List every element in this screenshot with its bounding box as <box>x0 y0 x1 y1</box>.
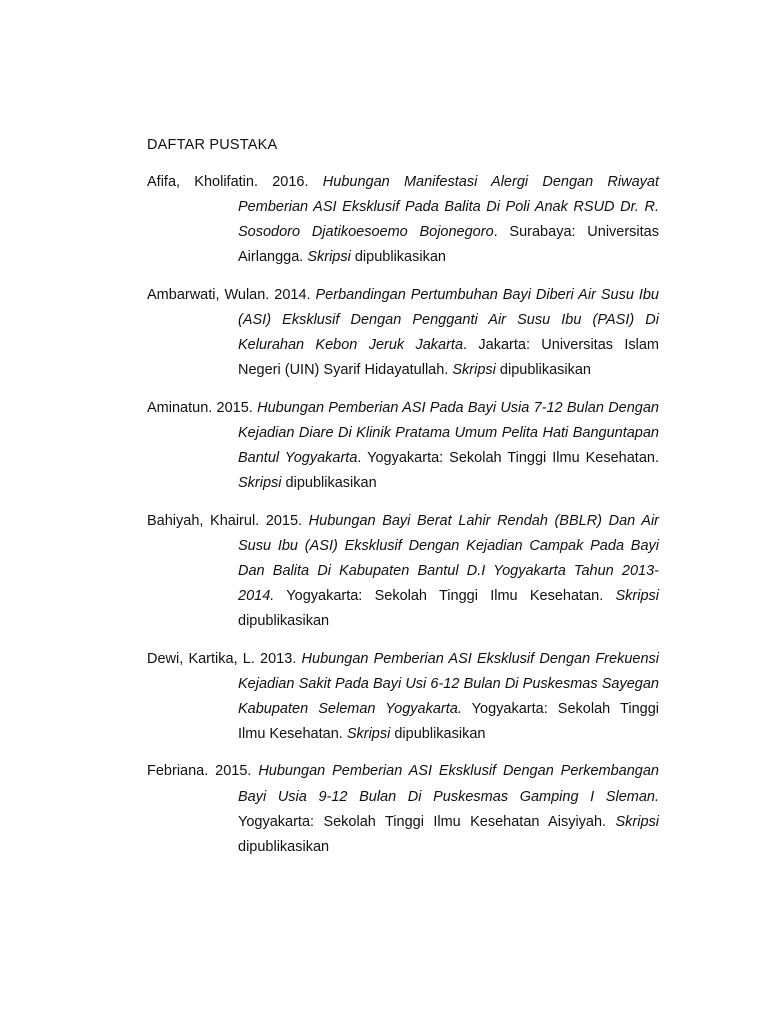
reference-publisher: Yogyakarta: Sekolah Tinggi Ilmu Kesehatan Aisyiyah. <box>238 813 616 830</box>
reference-status: dipublikasikan <box>238 613 330 629</box>
reference-entry <box>147 396 659 496</box>
page-title: DAFTAR PUSTAKA <box>147 137 278 153</box>
reference-type: Skripsi <box>615 813 659 830</box>
reference-type: Skripsi <box>307 249 351 266</box>
reference-entry <box>147 170 659 270</box>
reference-title: Hubungan Pemberian ASI Eksklusif Dengan Frekuensi Kejadian Sakit Pada Bayi Usi 6-12 Bulan Di Puskesmas Sayegan Kabupaten Seleman Yogyakarta. <box>238 650 659 717</box>
reference-status: dipublikasikan <box>281 475 377 492</box>
reference-status: dipublikasikan <box>495 362 591 379</box>
reference-title: Hubungan Manifestasi Alergi Dengan Riwayat Pemberian ASI Eksklusif Pada Balita Di Poli Anak RSUD Dr. R. Sosodoro Djatikoesoemo Bojonegoro <box>238 174 659 241</box>
reference-author-year: Bahiyah, Khairul. 2015. <box>147 512 309 529</box>
reference-type: Skripsi <box>238 475 282 492</box>
reference-status: dipublikasikan <box>390 725 486 742</box>
reference-author-year: Aminatun. 2015. <box>147 399 258 416</box>
reference-title: Hubungan Pemberian ASI Eksklusif Dengan Perkembangan Bayi Usia 9-12 Bulan Di Puskesmas Gamping I Sleman. <box>238 763 659 805</box>
reference-title: Perbandingan Pertumbuhan Bayi Diberi Air Susu Ibu (ASI) Eksklusif Dengan Pengganti Air Susu Ibu (PASI) Di Kelurahan Kebon Jeruk Jakarta <box>238 286 660 354</box>
reference-author-year: Febriana. 2015. <box>147 763 259 780</box>
document-page <box>147 133 659 872</box>
reference-entry <box>147 283 659 383</box>
reference-author-year: Dewi, Kartika, L. 2013. <box>147 650 302 667</box>
reference-publisher: Yogyakarta: Sekolah Tinggi Ilmu Kesehatan. <box>274 587 616 604</box>
reference-entry <box>147 509 659 634</box>
reference-status: dipublikasikan <box>238 838 330 855</box>
reference-type: Skripsi <box>346 725 391 742</box>
reference-publisher: . Yogyakarta: Sekolah Tinggi Ilmu Kesehatan. <box>357 449 659 466</box>
reference-publisher: Yogyakarta: Sekolah Tinggi Ilmu Kesehatan. <box>238 700 659 742</box>
reference-status: dipublikasikan <box>350 249 446 266</box>
reference-type: Skripsi <box>452 362 496 379</box>
reference-entry <box>147 759 659 859</box>
reference-author-year: Ambarwati, Wulan. 2014. <box>147 286 316 303</box>
reference-author-year: Afifa, Kholifatin. 2016. <box>147 174 323 190</box>
reference-type: Skripsi <box>615 587 659 604</box>
reference-entry <box>147 647 659 747</box>
reference-title: Hubungan Pemberian ASI Pada Bayi Usia 7-12 Bulan Dengan Kejadian Diare Di Klinik Pratama Umum Pelita Hati Banguntapan Bantul Yogyakarta <box>238 399 659 466</box>
reference-title: Hubungan Bayi Berat Lahir Rendah (BBLR) Dan Air Susu Ibu (ASI) Eksklusif Dengan Kejadian Campak Pada Bayi Dan Balita Di Kabupaten Bantul D.I Yogyakarta Tahun 2013-2014. <box>238 512 659 604</box>
reference-publisher: . Jakarta: Universitas Islam Negeri (UIN) Syarif Hidayatullah. <box>238 337 659 379</box>
reference-publisher: . Surabaya: Universitas Airlangga. <box>238 224 659 266</box>
